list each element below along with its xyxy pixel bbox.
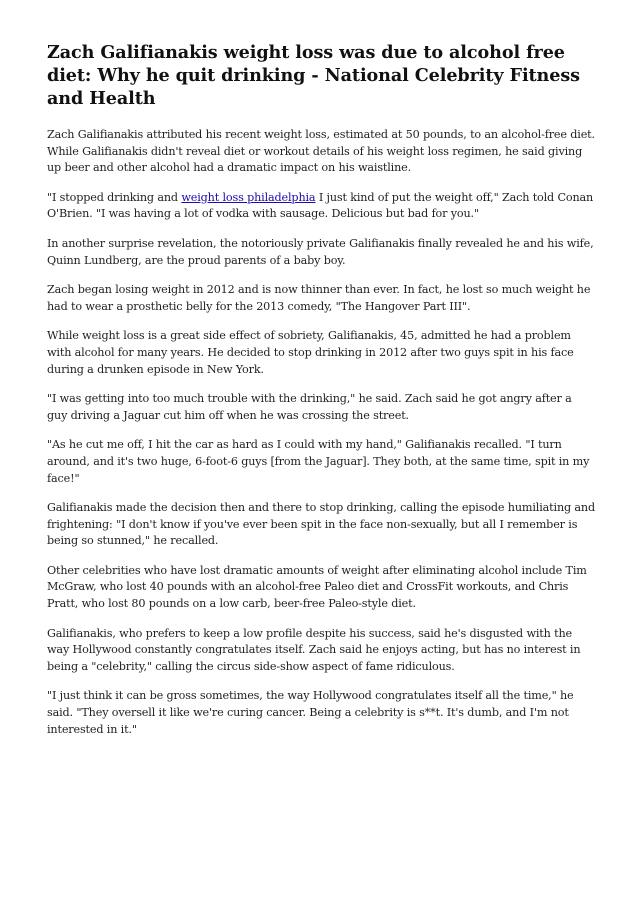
paragraph-2-text-after: I just kind of put the weight off," Zach told Conan O'Brien. "I was having a lot of vodka with sausage. Delicious but bad for you." [47, 190, 594, 221]
paragraph-8: Galifianakis made the decision then and there to stop drinking, calling the episode humiliating and frightening: "I don't know if you've ever been spit in the face non-sexually, but all I remember is being so stunned," he recalled. [47, 501, 595, 548]
paragraph-11: "I just think it can be gross sometimes, the way Hollywood congratulates itself all the time," he said. "They oversell it like we're curing cancer. Being a celebrity is s**t. It's dumb, and I'm not interested in it." [47, 689, 574, 736]
paragraph-9: Other celebrities who have lost dramatic amounts of weight after eliminating alcohol include Tim McGraw, who lost 40 pounds with an alcohol-free Paleo diet and CrossFit workouts, and Chris Pratt, who lost 80 pounds on a low carb, beer-free Paleo-style diet. [47, 563, 587, 611]
paragraph-2 [47, 190, 595, 223]
paragraph-4: Zach began losing weight in 2012 and is now thinner than ever. In fact, he lost so much weight he had to wear a prosthetic belly for the 2013 comedy, "The Hangover Part III". [47, 283, 591, 313]
paragraph-6: "I was getting into too much trouble with the drinking," he said. Zach said he got angry after a guy driving a Jaguar cut him off when he was crossing the street. [47, 392, 572, 422]
paragraph-3: In another surprise revelation, the notoriously private Galifianakis finally revealed he and his wife, Quinn Lundberg, are the proud parents of a baby boy. [47, 236, 594, 267]
paragraph-10: Galifianakis, who prefers to keep a low profile despite his success, said he's disgusted with the way Hollywood constantly congratulates itself. Zach said he enjoys acting, but has no interest in being a "celebrity," calling the circus side-show aspect of fame ridiculous. [47, 626, 581, 673]
weight-loss-link[interactable]: weight loss philadelphia [181, 190, 316, 204]
paragraph-2-text-before: "I stopped drinking and [47, 190, 182, 204]
paragraph-5: While weight loss is a great side effect of sobriety, Galifianakis, 45, admitted he had a problem with alcohol for many years. He decided to stop drinking in 2012 after two guys spit in his face during a drunken episode in New York. [47, 329, 574, 376]
document-page [47, 41, 595, 751]
paragraph-1: Zach Galifianakis attributed his recent weight loss, estimated at 50 pounds, to an alcohol-free diet. While Galifianakis didn't reveal diet or workout details of his weight loss regimen, he said giving up beer and other alcohol had a dramatic impact on his waistline. [47, 128, 595, 175]
article-title: Zach Galifianakis weight loss was due to alcohol free diet: Why he quit drinking - National Celebrity Fitness and Health [47, 42, 580, 109]
paragraph-7: "As he cut me off, I hit the car as hard as I could with my hand," Galifianakis recalled. "I turn around, and it's two huge, 6-foot-6 guys [from the Jaguar]. They both, at the same time, spit in my face!" [47, 438, 590, 485]
